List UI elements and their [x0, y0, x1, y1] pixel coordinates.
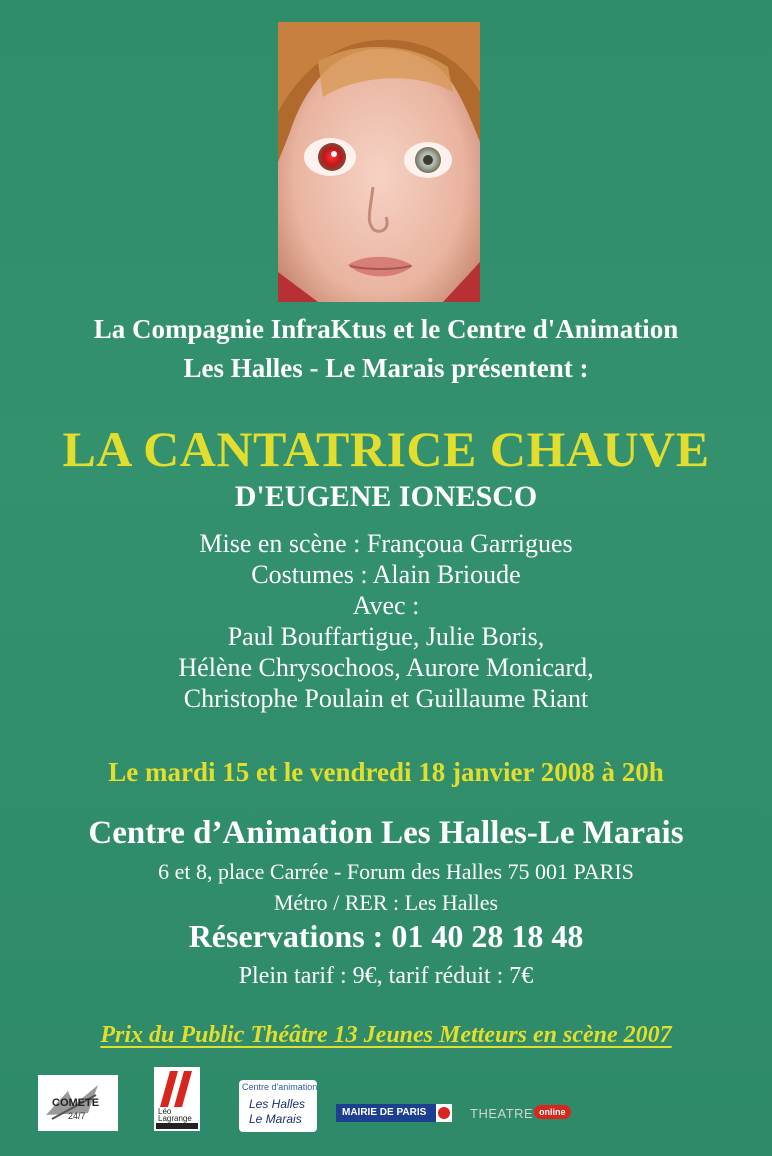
theatre-logo-badge: online: [534, 1105, 571, 1119]
comete-logo: [38, 1075, 118, 1131]
reservations-phone: Réservations : 01 40 28 18 48: [188, 918, 584, 954]
leo-logo-text-2: Lagrange: [158, 1114, 192, 1123]
presenter-line-2: Les Halles - Le Marais présentent :: [183, 353, 589, 383]
centre-logo-text-2: Les Halles: [249, 1097, 306, 1111]
comete-logo-subtext: 24/7: [68, 1111, 86, 1121]
mairie-de-paris-logo: [336, 1104, 452, 1122]
centre-animation-logo: [239, 1080, 317, 1132]
cast-label: Avec :: [352, 591, 420, 620]
theatre-online-logo: [470, 1103, 574, 1125]
mairie-logo-text: MAIRIE DE PARIS: [342, 1107, 427, 1118]
cast-line-3: Christophe Poulain et Guillaume Riant: [183, 684, 589, 713]
leo-logo-text-1: Léo: [158, 1107, 172, 1116]
cast-line-2: Hélène Chrysochoos, Aurore Monicard,: [178, 653, 594, 682]
leo-lagrange-logo: [154, 1067, 200, 1131]
venue-address: 6 et 8, place Carrée - Forum des Halles 75 001 PARIS: [158, 859, 634, 884]
ticket-prices: Plein tarif : 9€, tarif réduit : 7€: [238, 963, 534, 989]
mairie-logo-mark: [438, 1107, 450, 1119]
presenter-line-1: La Compagnie InfraKtus et le Centre d'Animation: [93, 314, 679, 344]
director-credit: Mise en scène : Françoua Garrigues: [199, 529, 573, 558]
comete-logo-text: COMETE: [52, 1097, 100, 1109]
centre-logo-text-3: Le Marais: [249, 1112, 302, 1126]
performance-dates: Le mardi 15 et le vendredi 18 janvier 2008 à 20h: [108, 757, 664, 787]
venue-name: Centre d’Animation Les Halles-Le Marais: [88, 815, 684, 851]
costumes-credit: Costumes : Alain Brioude: [251, 560, 521, 589]
cast-line-1: Paul Bouffartigue, Julie Boris,: [227, 622, 545, 651]
child-portrait-photo: [278, 22, 480, 302]
theatre-logo-text: THEATRE: [470, 1106, 534, 1121]
play-author: D'EUGENE IONESCO: [234, 480, 538, 513]
venue-transit: Métro / RER : Les Halles: [273, 890, 499, 915]
award-line: Prix du Public Théâtre 13 Jeunes Metteurs en scène 2007: [100, 1022, 672, 1048]
centre-logo-text-1: Centre d'animation: [242, 1082, 317, 1092]
play-title: LA CANTATRICE CHAUVE: [62, 421, 710, 477]
